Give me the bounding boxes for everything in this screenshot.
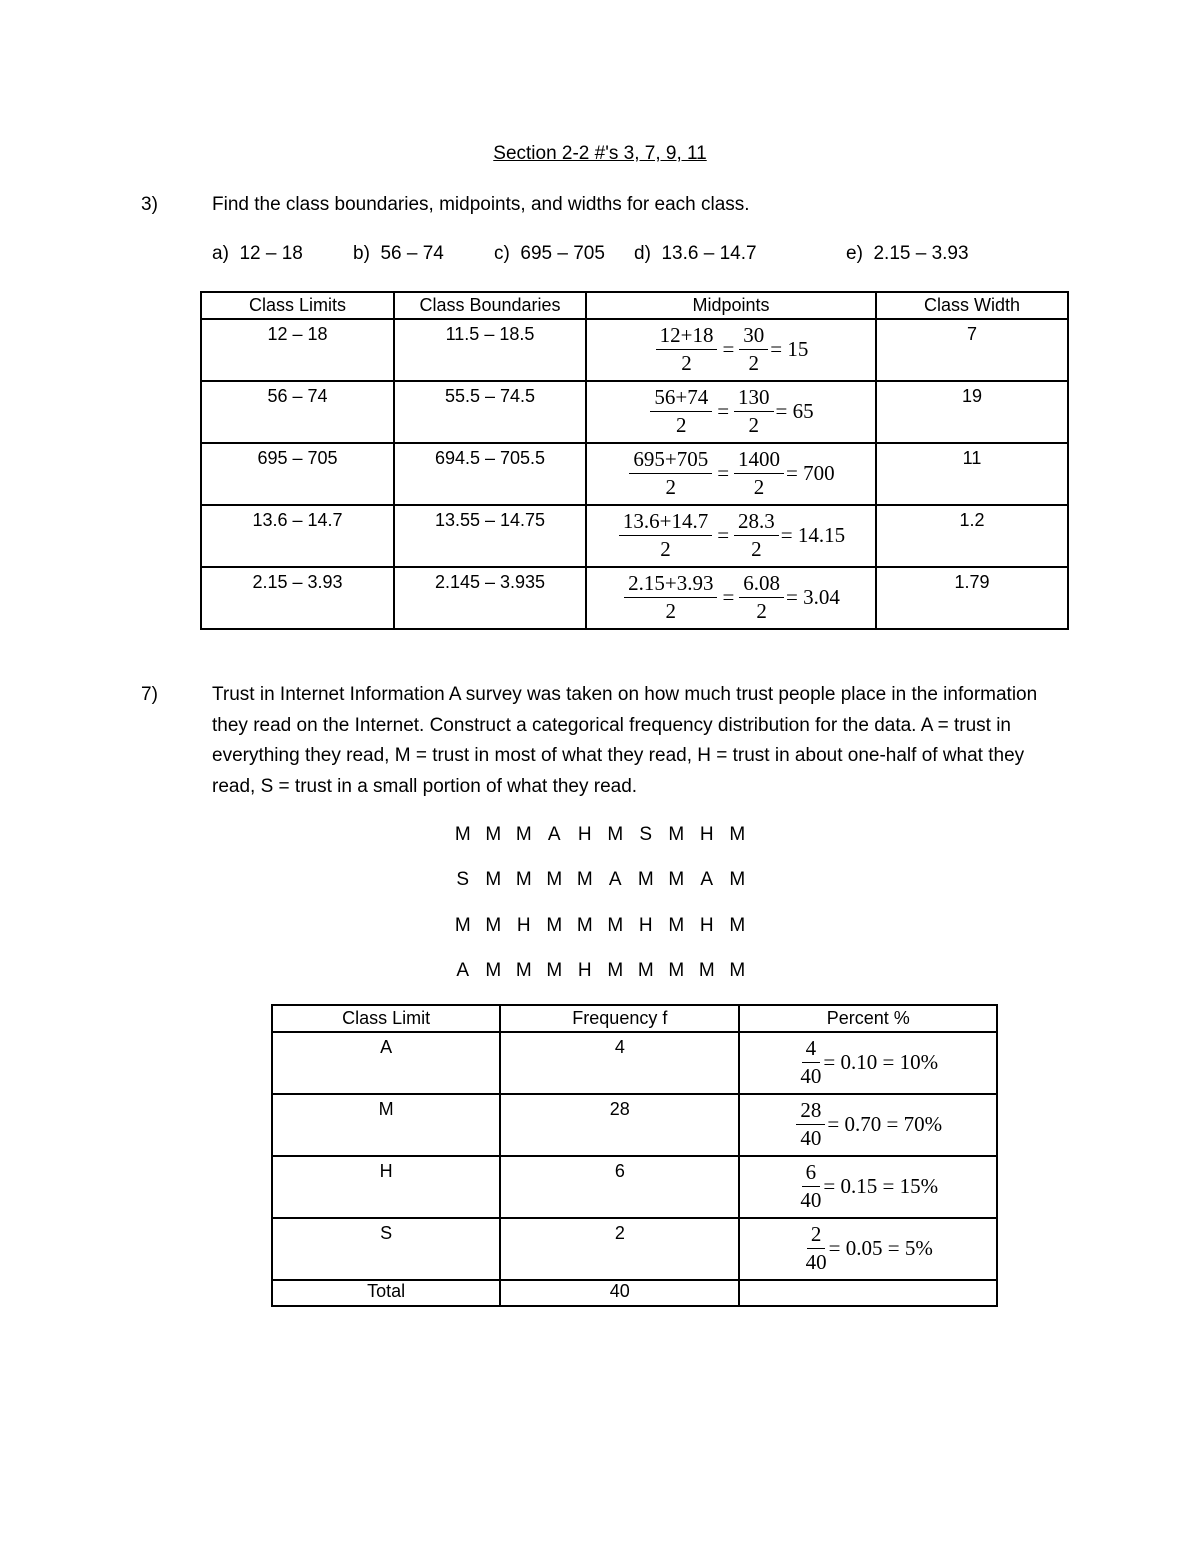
data-letter: M (607, 960, 624, 981)
fraction-numerator: 695+705 (629, 446, 712, 474)
fraction-denominator: 2 (756, 599, 767, 623)
fraction-denominator: 2 (676, 413, 687, 437)
midpoint-result: = 3.04 (786, 585, 840, 609)
data-row-4 (0, 960, 1200, 982)
data-letter: M (485, 960, 502, 981)
fraction-numerator: 2 (807, 1221, 826, 1249)
midpoint-formula: $\frac{13.6+14.7}{2}$ = $\frac{28.3}{2}$ = 14.15 (617, 508, 845, 563)
class-width-cell: 19 (876, 381, 1068, 443)
data-letter: M (729, 915, 746, 936)
data-letter: M (607, 915, 624, 936)
class-width-cell: 7 (876, 319, 1068, 381)
part-label: e) (846, 243, 863, 264)
data-row-1 (0, 824, 1200, 846)
data-letter: M (546, 915, 563, 936)
table-row (201, 381, 1068, 443)
data-letter: M (607, 824, 624, 845)
frequency-cell: 6 (500, 1156, 739, 1218)
data-letter: M (515, 869, 532, 890)
data-letter: M (729, 824, 746, 845)
header-class-boundaries: Class Boundaries (394, 292, 586, 319)
data-letter: M (546, 960, 563, 981)
header-class-limit: Class Limit (272, 1005, 500, 1032)
data-letter: M (698, 960, 715, 981)
fraction-numerator: 28.3 (734, 508, 779, 536)
midpoint-formula: $\frac{2.15+3.93}{2}$ = $\frac{6.08}{2}$ = 3.04 (622, 570, 840, 625)
fraction-numerator: 2.15+3.93 (624, 570, 717, 598)
fraction-numerator: 130 (734, 384, 774, 412)
fraction-numerator: 13.6+14.7 (619, 508, 712, 536)
part-range: 695 – 705 (520, 243, 605, 264)
table-row (272, 1218, 997, 1280)
percent-result: = 0.05 = 5% (828, 1236, 933, 1260)
midpoint-cell (586, 381, 876, 443)
table-header-row (272, 1005, 997, 1032)
data-letter: M (515, 824, 532, 845)
data-letter: M (668, 824, 685, 845)
table-row (272, 1094, 997, 1156)
page-title: Section 2-2 #'s 3, 7, 9, 11 (493, 143, 707, 164)
midpoint-formula: $\frac{695+705}{2}$ = $\frac{1400}{2}$ = 700 (627, 446, 834, 501)
midpoint-result: = 14.15 (780, 523, 846, 547)
table-row (201, 505, 1068, 567)
class-boundaries-cell: 55.5 – 74.5 (394, 381, 586, 443)
fraction-denominator: 40 (805, 1250, 827, 1274)
percent-result: = 0.70 = 70% (827, 1112, 943, 1136)
class-boundaries-cell: 11.5 – 18.5 (394, 319, 586, 381)
data-letter: S (456, 869, 470, 890)
part-range: 56 – 74 (380, 243, 444, 264)
table-row (201, 567, 1068, 629)
class-boundaries-cell: 2.145 – 3.935 (394, 567, 586, 629)
midpoint-formula: $\frac{56+74}{2}$ = $\frac{130}{2}$ = 65 (648, 384, 813, 439)
percent-cell (739, 1218, 997, 1280)
table-row (201, 443, 1068, 505)
total-label-cell: Total (272, 1280, 500, 1306)
part-c (494, 243, 605, 265)
frequency-cell: 2 (500, 1218, 739, 1280)
part-label: d) (634, 243, 651, 264)
data-letter: M (485, 915, 502, 936)
data-letter: M (546, 869, 563, 890)
header-frequency: Frequency f (500, 1005, 739, 1032)
percent-result: = 0.15 = 15% (823, 1174, 939, 1198)
data-letter: M (668, 960, 685, 981)
header-class-width: Class Width (876, 292, 1068, 319)
percent-cell (739, 1094, 997, 1156)
percent-cell (739, 1032, 997, 1094)
data-letter: M (668, 869, 685, 890)
fraction-numerator: 6 (802, 1159, 821, 1187)
class-boundaries-cell: 13.55 – 14.75 (394, 505, 586, 567)
data-letter: M (576, 915, 593, 936)
table-row (201, 319, 1068, 381)
percent-formula (798, 1035, 938, 1090)
data-letter: H (577, 960, 592, 981)
part-d (634, 243, 757, 265)
fraction-numerator: 56+74 (650, 384, 712, 412)
class-boundaries-cell: 694.5 – 705.5 (394, 443, 586, 505)
data-letter: M (729, 960, 746, 981)
fraction-denominator: 2 (753, 475, 765, 499)
header-class-limits: Class Limits (201, 292, 394, 319)
data-letter: A (456, 960, 470, 981)
data-letter: H (699, 824, 714, 845)
midpoint-cell (586, 567, 876, 629)
class-table (200, 291, 1069, 630)
class-limits-cell: 13.6 – 14.7 (201, 505, 394, 567)
table-header-row (201, 292, 1068, 319)
fraction-denominator: 40 (800, 1188, 822, 1212)
percent-result: = 0.10 = 10% (823, 1050, 939, 1074)
part-b (353, 243, 444, 265)
data-letter: M (729, 869, 746, 890)
fraction-denominator: 40 (800, 1126, 822, 1150)
part-range: 12 – 18 (239, 243, 303, 264)
fraction-denominator: 2 (660, 537, 671, 561)
fraction-numerator: 28 (796, 1097, 825, 1125)
fraction-denominator: 2 (665, 475, 677, 499)
table-row (272, 1032, 997, 1094)
fraction-numerator: 1400 (734, 446, 784, 474)
part-a (212, 243, 303, 265)
part-label: b) (353, 243, 370, 264)
fraction-denominator: 2 (681, 351, 692, 375)
part-range: 2.15 – 3.93 (873, 243, 969, 264)
fraction-denominator: 2 (665, 599, 677, 623)
class-limit-cell: H (272, 1156, 500, 1218)
header-midpoints: Midpoints (586, 292, 876, 319)
question-3-number: 3) (141, 194, 158, 215)
data-letter: A (547, 824, 561, 845)
data-letter: M (454, 824, 471, 845)
midpoint-cell (586, 443, 876, 505)
class-limits-cell: 2.15 – 3.93 (201, 567, 394, 629)
frequency-cell: 28 (500, 1094, 739, 1156)
class-width-cell: 1.2 (876, 505, 1068, 567)
midpoint-result: = 15 (770, 337, 809, 361)
data-letter: M (454, 915, 471, 936)
midpoint-formula: $\frac{12+18}{2}$ = $\frac{30}{2}$ = 15 (654, 322, 809, 377)
data-row-3 (0, 915, 1200, 937)
part-label: a) (212, 243, 229, 264)
data-letter: M (515, 960, 532, 981)
class-limit-cell: S (272, 1218, 500, 1280)
table-row (272, 1156, 997, 1218)
class-limit-cell: A (272, 1032, 500, 1094)
percent-formula (798, 1159, 938, 1214)
data-letter: A (608, 869, 622, 890)
class-limit-cell: M (272, 1094, 500, 1156)
class-limits-cell: 695 – 705 (201, 443, 394, 505)
data-letter: H (516, 915, 531, 936)
fraction-numerator: 6.08 (739, 570, 784, 598)
data-letter: H (577, 824, 592, 845)
frequency-table (271, 1004, 998, 1307)
data-letter: S (639, 824, 653, 845)
data-letter: M (637, 960, 654, 981)
fraction-denominator: 2 (748, 351, 760, 375)
frequency-cell: 4 (500, 1032, 739, 1094)
fraction-numerator: 12+18 (656, 322, 718, 350)
question-7-number: 7) (141, 684, 158, 705)
fraction-denominator: 2 (748, 413, 760, 437)
data-letter: H (699, 915, 714, 936)
midpoint-cell (586, 505, 876, 567)
midpoint-result: = 65 (775, 399, 814, 423)
fraction-numerator: 30 (739, 322, 768, 350)
fraction-numerator: 4 (802, 1035, 821, 1063)
header-percent: Percent % (739, 1005, 997, 1032)
question-3-text: Find the class boundaries, midpoints, and widths for each class. (212, 194, 750, 215)
percent-cell (739, 1156, 997, 1218)
data-letter: M (637, 869, 654, 890)
class-width-cell: 1.79 (876, 567, 1068, 629)
data-letter: M (668, 915, 685, 936)
total-row (272, 1280, 997, 1306)
data-row-2 (0, 869, 1200, 891)
part-e (846, 243, 969, 265)
midpoint-cell (586, 319, 876, 381)
midpoint-result: = 700 (786, 461, 835, 485)
class-limits-cell: 12 – 18 (201, 319, 394, 381)
percent-formula (804, 1221, 933, 1276)
class-limits-cell: 56 – 74 (201, 381, 394, 443)
class-width-cell: 11 (876, 443, 1068, 505)
part-range: 13.6 – 14.7 (661, 243, 757, 264)
data-letter: M (485, 824, 502, 845)
data-letter: H (638, 915, 653, 936)
total-frequency-cell: 40 (500, 1280, 739, 1306)
fraction-denominator: 2 (751, 537, 762, 561)
total-percent-cell (739, 1280, 997, 1306)
percent-formula (794, 1097, 942, 1152)
part-label: c) (494, 243, 510, 264)
data-letter: A (700, 869, 714, 890)
data-letter: M (485, 869, 502, 890)
fraction-denominator: 40 (800, 1064, 822, 1088)
data-letter: M (576, 869, 593, 890)
question-7-text: Trust in Internet Information A survey was taken on how much trust people place in the information they read on the Internet. Construct a categorical frequency distribution for the data. A = trust in everything they read, M = trust in most of what they read, H = trust in about one-half of what they read, S = trust in a small portion of what they read. (212, 684, 1038, 797)
